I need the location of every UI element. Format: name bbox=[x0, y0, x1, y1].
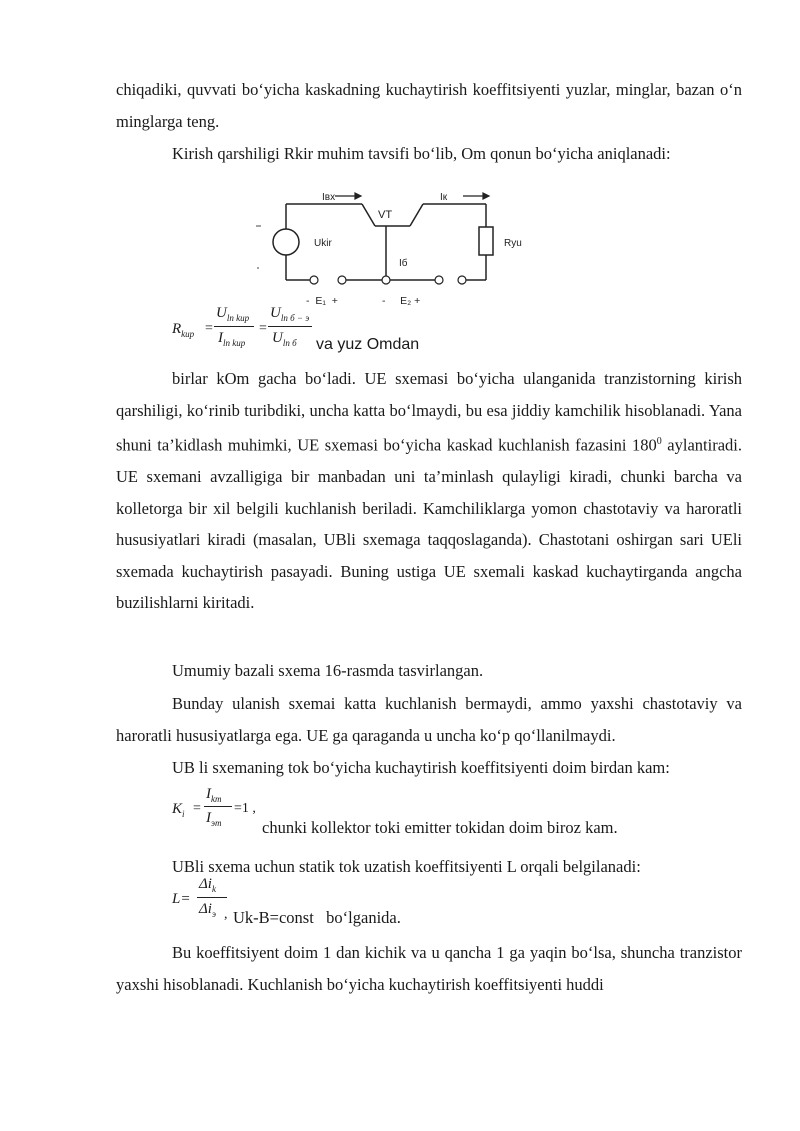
formula1-trailing-text: va yuz Omdan bbox=[316, 336, 420, 353]
paragraph-7: UBli sxema uchun statik tok uzatish koeffitsiyenti L orqali belgilanadi: bbox=[172, 857, 641, 876]
paragraph-1: chiqadiki, quvvati bo‘yicha kaskadning kuchaytirish koeffitsiyenti yuzlar, minglar, bazan o‘n minglarga teng. bbox=[116, 80, 742, 131]
paragraph-6: UB li sxemaning tok bo‘yicha kuchaytirish koeffitsiyenti doim birdan kam: bbox=[172, 758, 670, 777]
u-kir-label: Ukir bbox=[314, 238, 332, 249]
i-b-label: Iб bbox=[399, 258, 408, 269]
paragraph-4: Umumiy bazali sxema 16-rasmda tasvirlangan. bbox=[172, 661, 484, 680]
e2-label: - E₂ + bbox=[382, 295, 421, 307]
formula2-trailing-text: chunki kollektor toki emitter tokidan doim biroz kam. bbox=[262, 818, 618, 837]
current-in-label: Iвх bbox=[322, 192, 336, 203]
paragraph-5: Bunday ulanish sxemai katta kuchlanish bermaydi, ammo yaxshi chastotaviy va haroratli hususiyatlarga ega. UE ga qaraganda u uncha ko‘p qo‘llanilmaydi. bbox=[116, 694, 742, 745]
source-symbol bbox=[273, 229, 299, 255]
circuit-diagram bbox=[250, 180, 540, 310]
e1-label: - E₁ + bbox=[306, 295, 338, 307]
r-yu-label: Ryu bbox=[504, 238, 522, 249]
formula3-trailing-text: Uk-B=const bo‘lganida. bbox=[233, 908, 401, 927]
paragraph-3: birlar kOm gacha bo‘ladi. UE sxemasi bo‘yicha ulanganida tranzistorning kirish qarshiligi, ko‘rinib turibdiki, uncha katta bo‘lmaydi, bu esa jiddiy kamchilik hisoblanadi. Yana shuni ta’kidlash muhimki, UE sxemasi bo‘yicha kaskad kuchlanish fazasini $180^0$ aylantiradi. UE sxemani avzalligiga bir manbadan uni ta’minlash qulayligi kiradi, chunki barcha va kolletorga bir xil belgili kuchlanish beriladi. Kamchiliklarga yomon chastotaviy va haroratli hususiyatlari kiradi (masalan, UBli sxemaga taqqoslaganda). Chastotani oshirgan sari UEli sxemada kuchaytirish pasayadi. Buning ustiga UE sxemali kaskad kuchaytirganda angcha buzilishlarni kiritadi. bbox=[116, 369, 742, 612]
paragraph-2: Kirish qarshiligi Rkir muhim tavsifi bo‘lib, Om qonun bo‘yicha aniqlanadi: bbox=[172, 144, 671, 163]
paragraph-8: Bu koeffitsiyent doim 1 dan kichik va u qancha 1 ga yaqin bo‘lsa, shuncha tranzistor yaxshi hisoblanadi. Kuchlanish bo‘yicha kuchaytirish koeffitsiyenti huddi bbox=[116, 943, 742, 994]
resistor-symbol bbox=[479, 227, 493, 255]
current-k-label: Iк bbox=[440, 192, 448, 203]
transistor-label: VT bbox=[378, 209, 393, 221]
